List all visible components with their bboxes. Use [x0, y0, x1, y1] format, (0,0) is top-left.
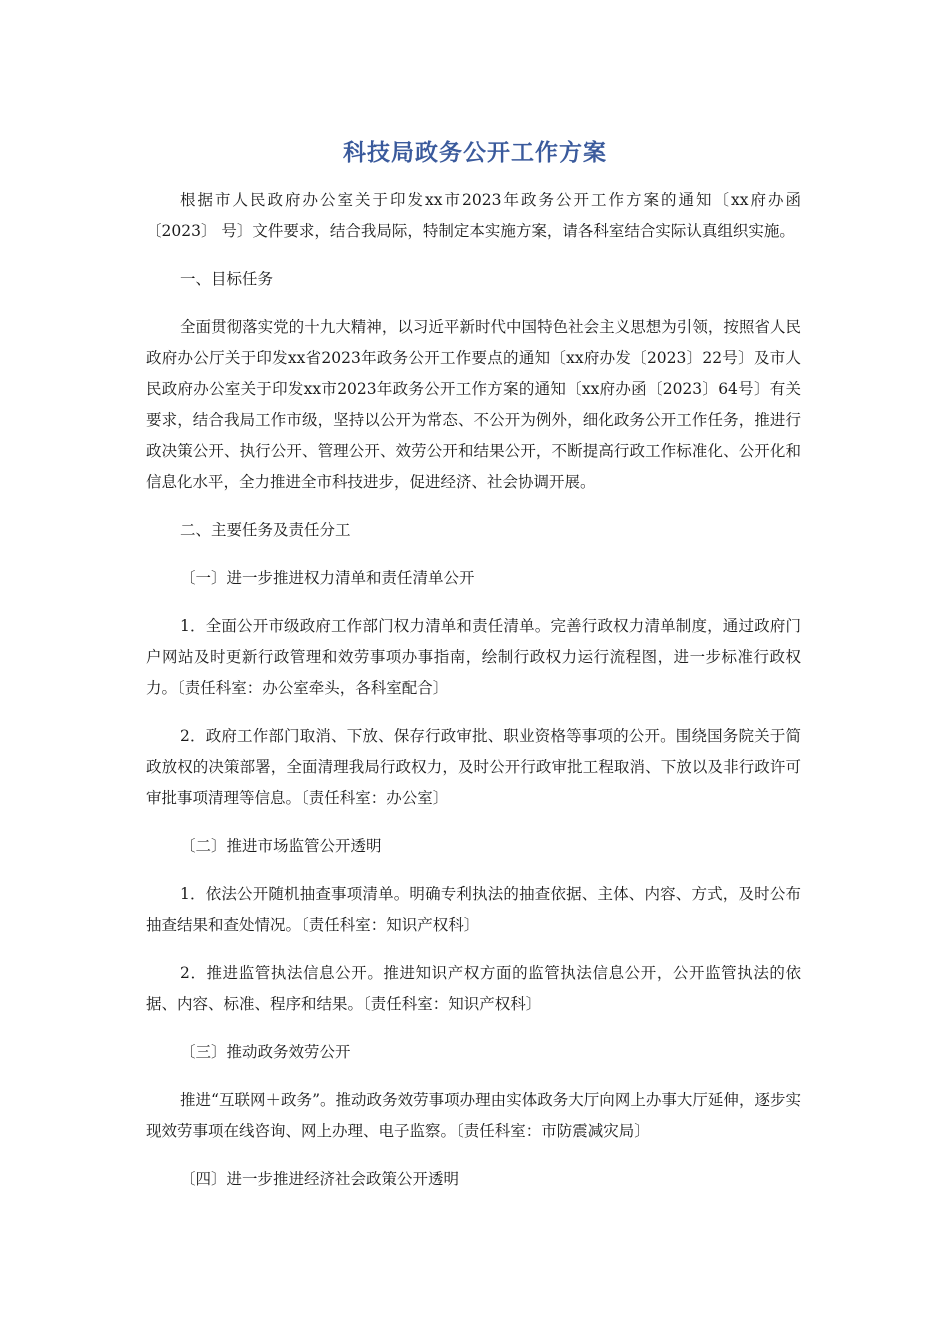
- section-heading-tasks: 二、主要任务及责任分工: [180, 521, 351, 539]
- task-paragraph-3-1: 推进“互联网＋政务”。推动政务效劳事项办理由实体政务大厅向网上办事大厅延伸，逐步实现效劳事项在线咨询、网上办理、电子监察。〔责任科室：市防震减灾局〕: [146, 1091, 801, 1140]
- subsection-heading-1: 〔一〕进一步推进权力清单和责任清单公开: [180, 569, 475, 587]
- subsection-heading-3: 〔三〕推动政务效劳公开: [180, 1043, 351, 1061]
- intro-paragraph: 根据市人民政府办公室关于印发xx市2023年政务公开工作方案的通知〔xx府办函〔2023〕 号〕文件要求，结合我局际，特制定本实施方案，请各科室结合实际认真组织实施。: [146, 191, 801, 240]
- document-body: [146, 185, 801, 1212]
- task-paragraph-2-1: 1．依法公开随机抽查事项清单。明确专利执法的抽查依据、主体、内容、方式，及时公布抽查结果和查处情况。〔责任科室：知识产权科〕: [146, 885, 801, 934]
- subsection-heading-4: 〔四〕进一步推进经济社会政策公开透明: [180, 1170, 460, 1188]
- task-paragraph-2-2: 2．推进监管执法信息公开。推进知识产权方面的监管执法信息公开，公开监管执法的依据、内容、标准、程序和结果。〔责任科室：知识产权科〕: [146, 964, 801, 1013]
- task-paragraph-1-1: 1．全面公开市级政府工作部门权力清单和责任清单。完善行政权力清单制度，通过政府门户网站及时更新行政管理和效劳事项办事指南，绘制行政权力运行流程图，进一步标准行政权力。〔责任科室：办公室牵头，各科室配合〕: [146, 617, 801, 697]
- task-paragraph-1-2: 2．政府工作部门取消、下放、保存行政审批、职业资格等事项的公开。围绕国务院关于简政放权的决策部署，全面清理我局行政权力，及时公开行政审批工程取消、下放以及非行政许可审批事项清理等信息。〔责任科室：办公室〕: [146, 727, 801, 807]
- goals-paragraph: 全面贯彻落实党的十九大精神，以习近平新时代中国特色社会主义思想为引领，按照省人民政府办公厅关于印发xx省2023年政务公开工作要点的通知〔xx府办发〔2023〕22号〕及市人民政府办公室关于印发xx市2023年政务公开工作方案的通知〔xx府办函〔2023〕64号〕有关要求，结合我局工作市级，坚持以公开为常态、不公开为例外，细化政务公开工作任务，推进行政决策公开、执行公开、管理公开、效劳公开和结果公开，不断提高行政工作标准化、公开化和信息化水平，全力推进全市科技进步，促进经济、社会协调开展。: [146, 318, 801, 491]
- subsection-heading-2: 〔二〕推进市场监管公开透明: [180, 837, 382, 855]
- section-heading-goals: 一、目标任务: [180, 270, 274, 288]
- document-title: 科技局政务公开工作方案: [343, 140, 607, 166]
